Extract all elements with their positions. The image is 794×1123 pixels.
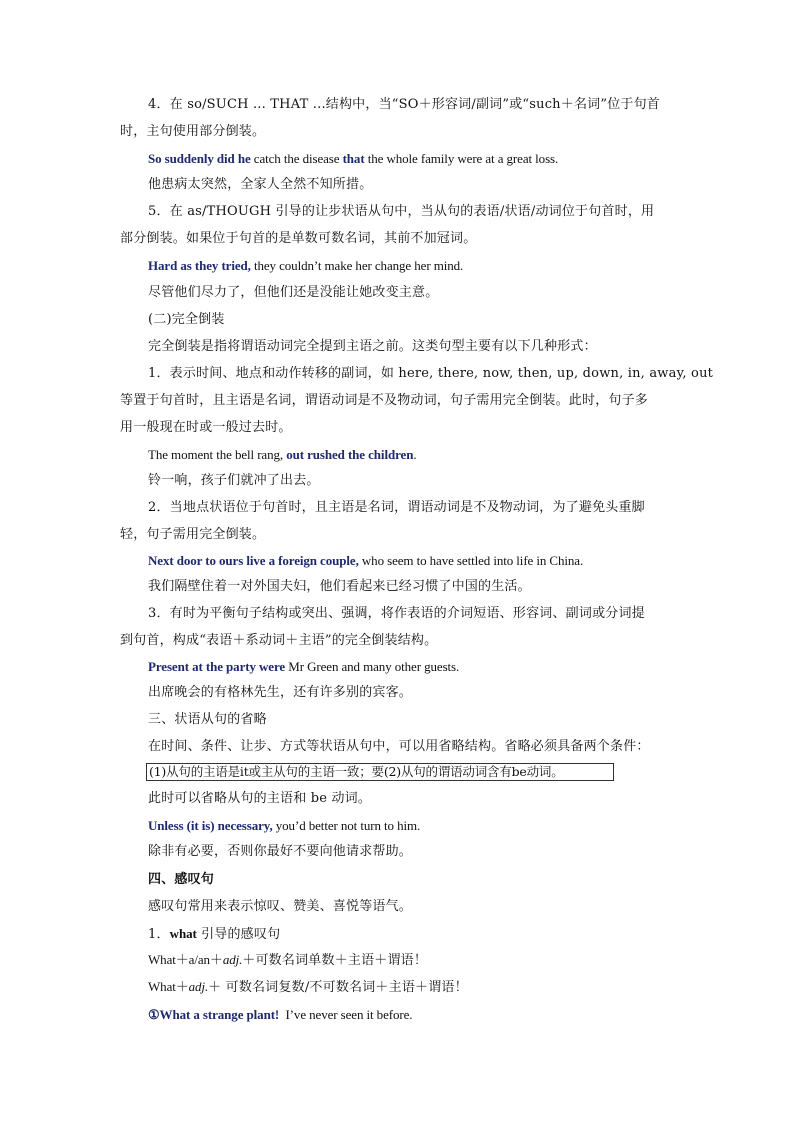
text: (二)完全倒装 bbox=[148, 312, 225, 327]
ellipsis-intro bbox=[148, 738, 650, 756]
translation-as-though bbox=[148, 284, 438, 302]
text: 时，主句使用部分倒装。 bbox=[120, 124, 266, 139]
example-place-inversion bbox=[148, 552, 583, 570]
text: 1．表示时间、地点和动作转移的副词，如 here, there, now, then, up, down, in, away, out bbox=[148, 366, 714, 381]
translation-ellipsis bbox=[148, 843, 412, 861]
text: 4．在 so/SUCH ... THAT ...结构中，当“SO＋形容词/副词”或“such＋名词”位于句首 bbox=[148, 97, 660, 112]
example-as-though bbox=[148, 257, 463, 275]
text: . bbox=[413, 447, 417, 462]
text: (1)从句的主语是it或主从句的主语一致；要(2)从句的谓语动词含有be动词。 bbox=[149, 764, 564, 779]
translation-predicative-inversion bbox=[148, 684, 412, 702]
text: 出席晚会的有格林先生，还有许多别的宾客。 bbox=[148, 685, 413, 700]
text: What＋ bbox=[148, 979, 189, 994]
rule-4-line-1 bbox=[148, 96, 660, 114]
example-ellipsis bbox=[148, 817, 420, 835]
example-so-such bbox=[148, 150, 558, 168]
bold-phrase: So suddenly did he bbox=[148, 151, 251, 166]
text: adj. bbox=[188, 979, 209, 994]
rule-5-line-1 bbox=[148, 203, 654, 221]
text: 部分倒装。如果位于句首的是单数可数名词，其前不加冠词。 bbox=[120, 231, 477, 246]
section-heading-ellipsis bbox=[148, 711, 267, 729]
translation-place-inversion bbox=[148, 578, 531, 596]
text: 用一般现在时或一般过去时。 bbox=[120, 420, 292, 435]
text: The moment the bell rang, bbox=[148, 447, 287, 462]
exclamatory-what-heading bbox=[148, 925, 280, 944]
rule-4-line-2 bbox=[120, 123, 265, 141]
section-heading-full-inversion bbox=[148, 311, 225, 329]
text: 四、感叹句 bbox=[148, 872, 215, 887]
text: 轻，句子需用完全倒装。 bbox=[120, 527, 266, 542]
full-rule-1-line-2 bbox=[120, 392, 648, 410]
text: ＋ 可数名词复数/不可数名词＋主语＋谓语！ bbox=[208, 980, 468, 995]
text: catch the disease bbox=[250, 151, 343, 166]
full-rule-2-line-1 bbox=[148, 499, 645, 517]
ellipsis-conditions bbox=[149, 763, 564, 781]
what-pattern-singular bbox=[148, 951, 427, 970]
text: 感叹句常用来表示惊叹、赞美、喜悦等语气。 bbox=[148, 899, 413, 914]
text: 到句首，构成“表语＋系动词＋主语”的完全倒装结构。 bbox=[120, 633, 438, 648]
example-adverb-inversion bbox=[148, 446, 416, 464]
text: 完全倒装是指将谓语动词完全提到主语之前。这类句型主要有以下几种形式： bbox=[148, 339, 597, 354]
bold-phrase: Next door to ours live a foreign couple, bbox=[148, 553, 359, 568]
example-what bbox=[148, 1006, 412, 1024]
text: 3．有时为平衡句子结构或突出、强调，将作表语的介词短语、形容词、副词或分词提 bbox=[148, 606, 645, 621]
text: 5．在 as/THOUGH 引导的让步状语从句中，当从句的表语/状语/动词位于句首时，用 bbox=[148, 204, 655, 219]
full-rule-3-line-1 bbox=[148, 605, 645, 623]
text: ＋可数名词单数＋主语＋谓语！ bbox=[242, 953, 428, 968]
text: 此时可以省略从句的主语和 be 动词。 bbox=[148, 791, 372, 806]
rule-5-line-2 bbox=[120, 230, 476, 248]
text: 2．当地点状语位于句首时，且主语是名词，谓语动词是不及物动词，为了避免头重脚 bbox=[148, 500, 645, 515]
bold-phrase: Present at the party were bbox=[148, 659, 286, 674]
text: 我们隔壁住着一对外国夫妇，他们看起来已经习惯了中国的生活。 bbox=[148, 579, 531, 594]
bold-phrase: out rushed the children bbox=[286, 447, 414, 462]
exclamatory-intro bbox=[148, 898, 412, 916]
full-rule-1-line-3 bbox=[120, 419, 292, 437]
text: adj. bbox=[222, 952, 243, 967]
what-pattern-plural bbox=[148, 978, 468, 997]
text: 等置于句首时，且主语是名词，谓语动词是不及物动词，句子需用完全倒装。此时，句子多 bbox=[120, 393, 649, 408]
text: they couldn’t make her change her mind. bbox=[250, 258, 464, 273]
text: the whole family were at a great loss. bbox=[364, 151, 559, 166]
full-rule-1-line-1 bbox=[148, 365, 713, 383]
full-rule-2-line-2 bbox=[120, 526, 265, 544]
text: 三、状语从句的省略 bbox=[148, 712, 267, 727]
full-inversion-intro bbox=[148, 338, 597, 356]
section-heading-exclamatory bbox=[148, 871, 214, 889]
bold-phrase: Unless (it is) necessary, bbox=[148, 818, 273, 833]
example-predicative-inversion bbox=[148, 658, 459, 676]
text: Mr Green and many other guests. bbox=[285, 659, 460, 674]
bold-phrase: what bbox=[169, 926, 197, 941]
text: who seem to have settled into life in China. bbox=[358, 553, 584, 568]
translation-so-such bbox=[148, 176, 372, 194]
bold-phrase: ①What a strange plant! bbox=[148, 1007, 280, 1022]
bold-phrase: that bbox=[342, 151, 365, 166]
text: 1． bbox=[148, 927, 170, 942]
text: 他患病太突然，全家人全然不知所措。 bbox=[148, 177, 373, 192]
text: you’d better not turn to him. bbox=[272, 818, 421, 833]
ellipsis-note bbox=[148, 790, 371, 808]
text: 尽管他们尽力了，但他们还是没能让她改变主意。 bbox=[148, 285, 439, 300]
text: What＋a/an＋ bbox=[148, 952, 223, 967]
bold-phrase: Hard as they tried, bbox=[148, 258, 251, 273]
full-rule-3-line-2 bbox=[120, 632, 437, 650]
text: 除非有必要，否则你最好不要向他请求帮助。 bbox=[148, 844, 413, 859]
translation-adverb-inversion bbox=[148, 472, 320, 490]
text: I’ve never seen it before. bbox=[279, 1007, 413, 1022]
text: 引导的感叹句 bbox=[196, 927, 281, 942]
text: 在时间、条件、让步、方式等状语从句中，可以用省略结构。省略必须具备两个条件： bbox=[148, 739, 650, 754]
text: 铃一响，孩子们就冲了出去。 bbox=[148, 473, 320, 488]
